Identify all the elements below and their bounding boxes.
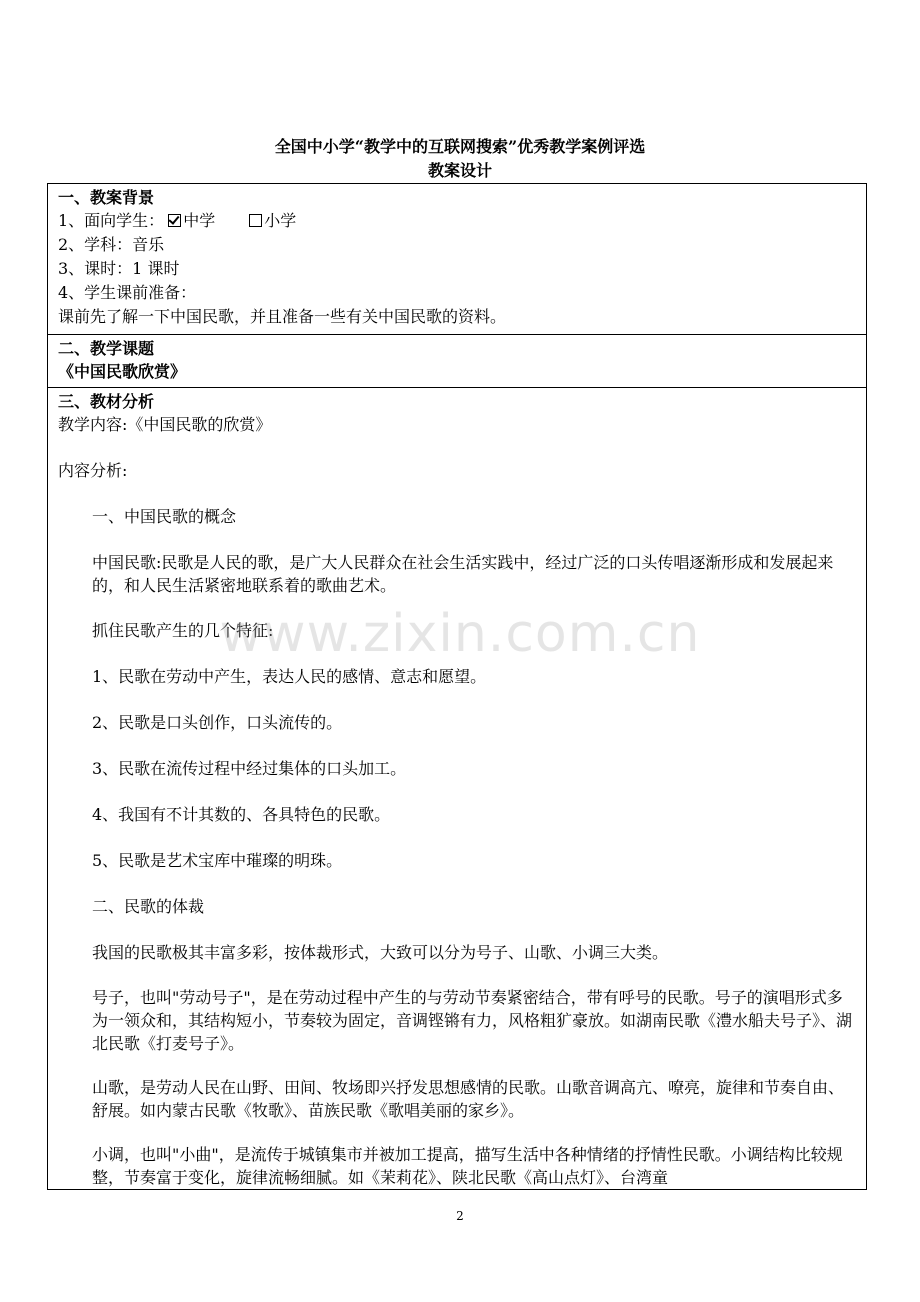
subheading-genres: 二、民歌的体裁 (92, 897, 205, 916)
section-title-background: 一、教案背景 (58, 188, 155, 207)
genres-intro: 我国的民歌极其丰富多彩，按体裁形式，大致可以分为号子、山歌、小调三大类。 (92, 943, 669, 962)
option-middle-school: 中学 (183, 211, 216, 230)
content-analysis-label: 内容分析: (58, 461, 128, 480)
page-number: 2 (456, 1209, 464, 1223)
lesson-topic: 《中国民歌欣赏》 (58, 362, 187, 381)
section-analysis (48, 388, 867, 1190)
concept-paragraph: 中国民歌:民歌是人民的歌，是广大人民群众在社会生活实践中，经过广泛的口头传唱逐渐形成和发展起来的，和人民生活紧密地联系着的歌曲艺术。 (92, 553, 834, 595)
feature-item: 1、民歌在劳动中产生，表达人民的感情、意志和愿望。 (92, 667, 487, 686)
haozi-paragraph: 号子，也叫"劳动号子"，是在劳动过程中产生的与劳动节奏紧密结合，带有呼号的民歌。号子的演唱形式多为一领众和，其结构短小，节奏较为固定，音调铿锵有力，风格粗犷豪放。如湖南民歌《澧水船夫号子》、湖北民歌《打麦号子》。 (92, 988, 853, 1053)
teaching-content: 教学内容:《中国民歌的欣赏》 (58, 415, 272, 434)
option-primary-school: 小学 (264, 211, 297, 230)
section-title-topic: 二、教学课题 (58, 339, 155, 358)
section-topic (48, 335, 867, 388)
shange-paragraph: 山歌，是劳动人民在山野、田间、牧场即兴抒发思想感情的民歌。山歌音调高亢、嘹亮，旋律和节奏自由、舒展。如内蒙古民歌《牧歌》、苗族民歌《歌唱美丽的家乡》。 (92, 1078, 845, 1120)
watermark: www.zixin.com.cn (219, 604, 701, 664)
checked-checkbox-icon (168, 214, 181, 227)
student-level-label: 1、面向学生： (58, 211, 165, 230)
subheading-concept: 一、中国民歌的概念 (92, 507, 237, 526)
features-intro: 抓住民歌产生的几个特征: (92, 621, 274, 640)
document-title: 全国中小学“教学中的互联网搜索”优秀教学案例评选 (274, 137, 646, 156)
section-title-analysis: 三、教材分析 (58, 392, 155, 411)
xiaodiao-paragraph: 小调，也叫"小曲"，是流传于城镇集市并被加工提高，描写生活中各种情绪的抒情性民歌。小调结构比较规整，节奏富于变化，旋律流畅细腻。如《茉莉花》、陕北民歌《高山点灯》、台湾童 (92, 1145, 843, 1187)
lesson-plan-table (47, 183, 867, 1190)
class-hours-line: 3、课时：1 课时 (58, 259, 180, 278)
document-subtitle: 教案设计 (427, 161, 492, 180)
student-level-row (58, 209, 856, 233)
section-background (48, 184, 867, 335)
feature-item: 3、民歌在流传过程中经过集体的口头加工。 (92, 759, 407, 778)
empty-checkbox-icon (249, 214, 262, 227)
feature-item: 5、民歌是艺术宝库中璀璨的明珠。 (92, 851, 343, 870)
preparation-label: 4、学生课前准备： (58, 283, 197, 302)
subject-line: 2、学科：音乐 (58, 235, 165, 254)
feature-item: 2、民歌是口头创作，口头流传的。 (92, 713, 343, 732)
preparation-text: 课前先了解一下中国民歌，并且准备一些有关中国民歌的资料。 (58, 307, 507, 326)
feature-item: 4、我国有不计其数的、各具特色的民歌。 (92, 805, 391, 824)
